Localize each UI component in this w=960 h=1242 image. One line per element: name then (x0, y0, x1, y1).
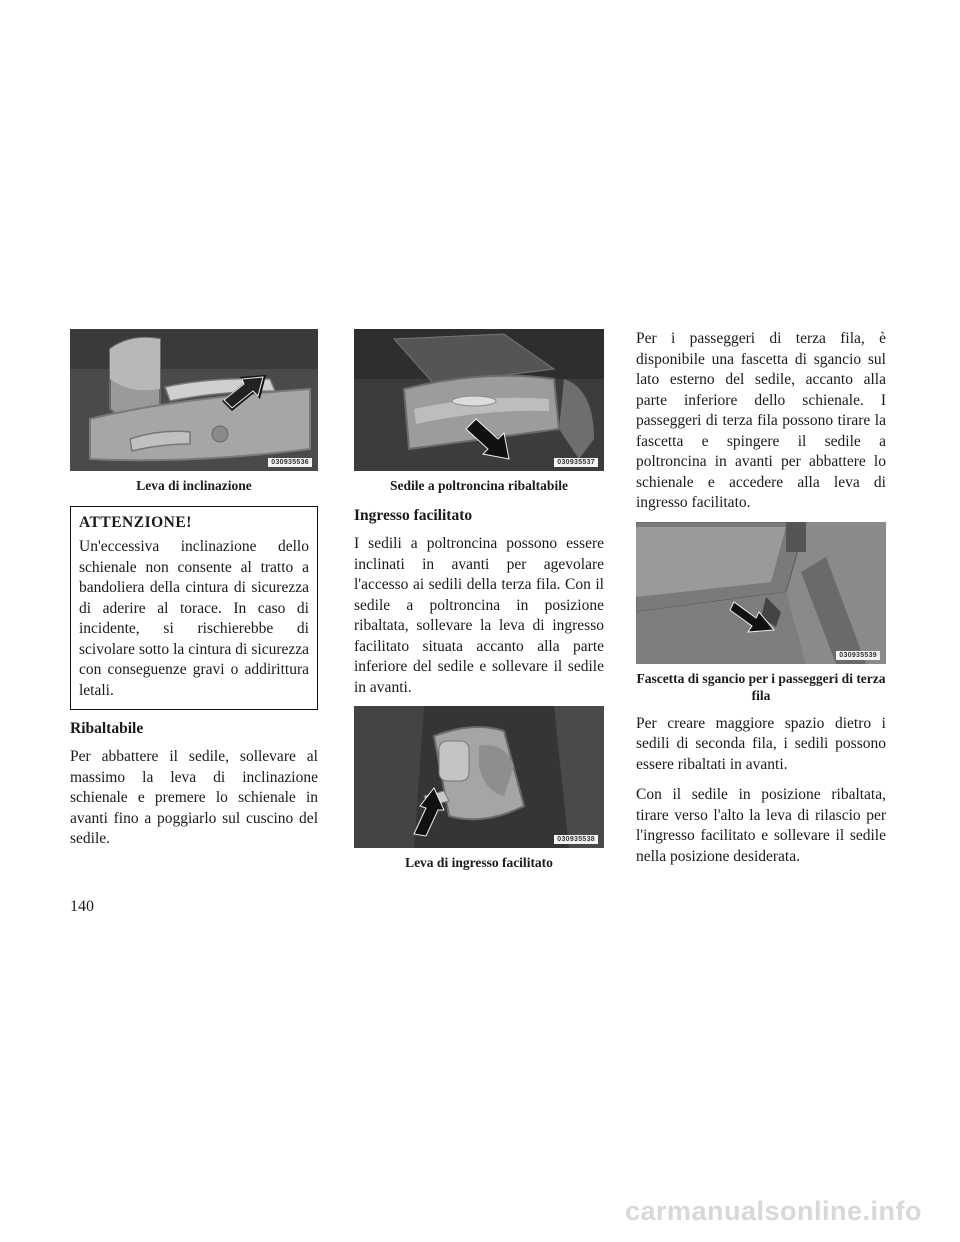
warning-title: ATTENZIONE! (79, 514, 192, 531)
figure-recline-lever (70, 329, 318, 471)
figure-caption: Sedile a poltroncina ribaltabile (390, 478, 568, 493)
warning-box (70, 506, 318, 710)
section-text: Per i passeggeri di terza fila, è disponibile una fascetta di sgancio sul lato esterno del sedile, accanto alla parte inferiore dello schienale. I passeggeri di terza fila possono tirare la fascetta e spingere il sedile a poltroncina in avanti per abbattere lo schienale e accedere alla leva di ingresso facilitato. (636, 330, 886, 511)
figure-caption: Leva di inclinazione (136, 478, 252, 493)
page-number: 140 (70, 898, 94, 915)
middle-column (354, 329, 604, 871)
footer-watermark: carmanualsonline.info (624, 1196, 922, 1226)
section-heading: Ingresso facilitato (354, 507, 473, 524)
figure-code: 030935539 (836, 651, 880, 660)
section-text: I sedili a poltroncina possono essere inclinati in avanti per agevolare l'accesso ai sedili della terza fila. Con il sedile a poltroncina in posizione ribaltata, sollevare la leva di ingresso facilitato situata accanto alla parte inferiore del sedile e sollevare il sedile in avanti. (354, 535, 604, 696)
section-text: Per abbattere il sedile, sollevare al massimo la leva di inclinazione schienale e premere lo schienale in avanti fino a poggiarlo sul cuscino del sedile. (70, 748, 318, 847)
figure-release-strap (636, 522, 886, 664)
warning-text: Un'eccessiva inclinazione dello schienale non consente al tratto a bandoliera della cintura di sicurezza di aderire al torace. In caso di incidente, si rischierebbe di scivolare sotto la cintura di sicurezza con conseguenze gravi o addirittura letali. (79, 538, 309, 699)
figure-easy-entry-lever (354, 706, 604, 848)
easy-entry-lever-illustration (354, 706, 604, 848)
figure-caption: Leva di ingresso facilitato (405, 855, 553, 870)
section-heading: Ribaltabile (70, 720, 144, 737)
section-text: Con il sedile in posizione ribaltata, tirare verso l'alto la leva di rilascio per l'ingresso facilitato e sollevare il sedile nella posizione desiderata. (636, 786, 886, 865)
tilting-seat-illustration (354, 329, 604, 471)
release-strap-illustration (636, 522, 886, 664)
recline-lever-illustration (70, 329, 318, 471)
left-column (70, 329, 318, 850)
figure-tilting-bucket-seat (354, 329, 604, 471)
figure-code: 030935538 (554, 835, 598, 844)
section-text: Per creare maggiore spazio dietro i sedili di seconda fila, i sedili possono essere ribaltati in avanti. (636, 714, 886, 773)
figure-code: 030935537 (554, 458, 598, 467)
figure-caption: Fascetta di sgancio per i passeggeri di terza fila (636, 670, 886, 703)
right-column (636, 329, 886, 867)
figure-code: 030935536 (268, 458, 312, 467)
